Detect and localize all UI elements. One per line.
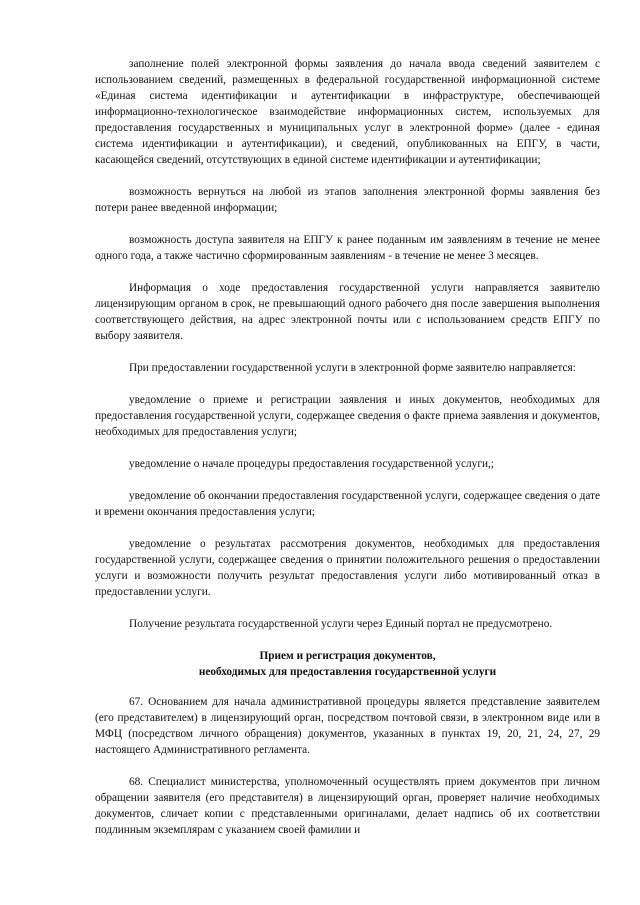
paragraph: возможность доступа заявителя на ЕПГУ к ранее поданным им заявлениям в течение не менее одного года, а также частично сформированным заявлениям - в течение не менее 3 месяцев.	[95, 234, 600, 262]
section-heading	[95, 648, 600, 680]
paragraph-67: 67. Основанием для начала административной процедуры является представление заявителем (его представителем) в лицензирующий орган, посредством почтовой связи, в электронном виде или в МФЦ (посредством личного обращения) документов, указанных в пунктах 19, 20, 21, 24, 27, 29 настоящего Административного регламента.	[95, 696, 600, 756]
paragraph: уведомление об окончании предоставления государственной услуги, содержащее сведения о дате и времени окончания предоставления услуги;	[95, 490, 600, 518]
paragraph: уведомление о результатах рассмотрения документов, необходимых для предоставления государственной услуги, содержащее сведения о принятии положительного решения о предоставлении услуги и возможности получить результат предоставления услуги либо мотивированный отказ в предоставлении услуги.	[95, 538, 600, 598]
paragraph: При предоставлении государственной услуги в электронной форме заявителю направляется:	[129, 362, 576, 374]
paragraph: уведомление о приеме и регистрации заявления и иных документов, необходимых для предоставления государственной услуги, содержащее сведения о факте приема заявления и документов, необходимых для предоставления услуги;	[95, 394, 600, 438]
paragraph: заполнение полей электронной формы заявления до начала ввода сведений заявителем с использованием сведений, размещенных в федеральной государственной информационной системе «Единая система идентификации и аутентификации в инфраструктуре, обеспечивающей информационно-технологическое взаимодействие информационных систем, используемых для предоставления государственных и муниципальных услуг в электронной форме» (далее - единая система идентификации и аутентификации), и сведений, опубликованных на ЕПГУ, в части, касающейся сведений, отсутствующих в единой системе идентификации и аутентификации;	[95, 58, 600, 166]
paragraph: Информация о ходе предоставления государственной услуги направляется заявителю лицензирующим органом в срок, не превышающий одного рабочего дня после завершения выполнения соответствующего действия, на адрес электронной почты или с использованием средств ЕПГУ по выбору заявителя.	[95, 282, 600, 342]
paragraph: Получение результата государственной услуги через Единый портал не предусмотрено.	[129, 618, 553, 630]
section-heading-line-2: необходимых для предоставления государственной услуги	[198, 666, 497, 678]
paragraph-68: 68. Специалист министерства, уполномоченный осуществлять прием документов при личном обращении заявителя (его представителя) в лицензирующий орган, проверяет наличие необходимых документов, сличает копии с представленными оригиналами, делает надпись об их соответствии подлинным экземплярам с указанием своей фамилии и	[95, 776, 600, 836]
paragraph: возможность вернуться на любой из этапов заполнения электронной формы заявления без потери ранее введенной информации;	[95, 186, 600, 214]
paragraph: уведомление о начале процедуры предоставления государственной услуги,;	[129, 458, 494, 470]
section-heading-line-1: Прием и регистрация документов,	[259, 650, 436, 662]
